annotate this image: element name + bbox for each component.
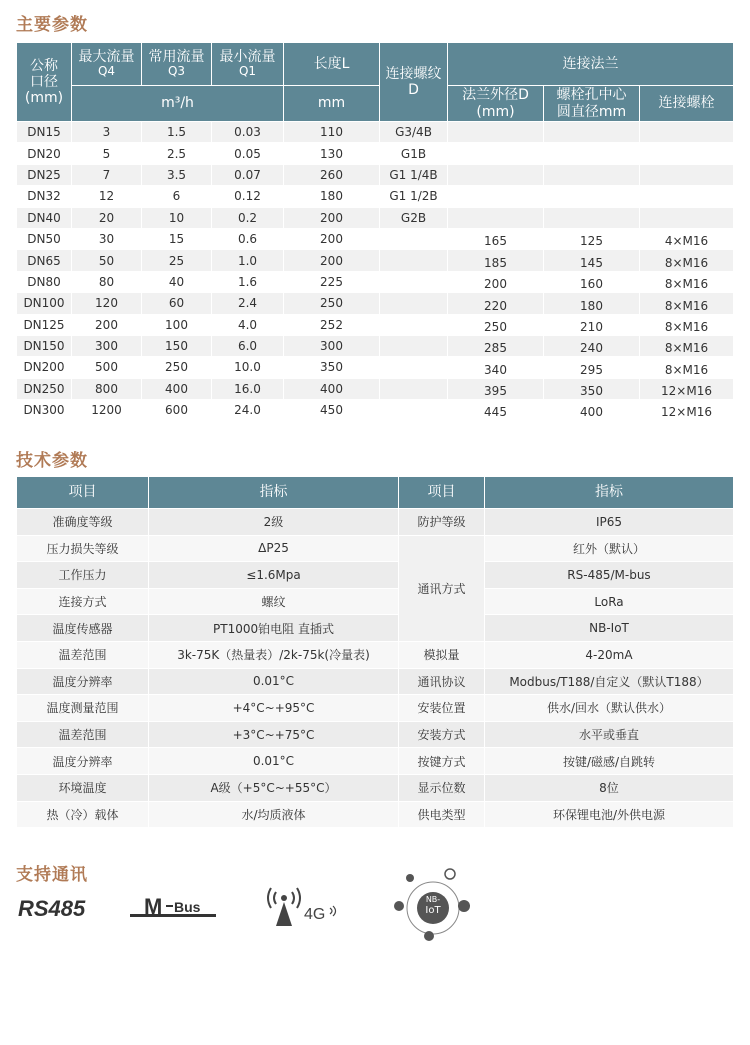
main-params-table — [16, 42, 734, 421]
header-qmax: 最大流量 Q4 — [72, 43, 142, 86]
table-row — [17, 250, 734, 271]
table-cell — [544, 164, 640, 185]
table-cell: 225 — [284, 271, 380, 292]
table-cell: 2.4 — [212, 293, 284, 314]
table-row — [17, 535, 734, 562]
table-cell: 16.0 — [212, 378, 284, 399]
table-cell: 3 — [72, 122, 142, 143]
table-cell: 0.01°C — [149, 748, 399, 775]
table-cell: 8×M16 — [640, 293, 734, 314]
table-cell: 2级 — [149, 509, 399, 536]
header-item-left: 项目 — [17, 477, 149, 509]
table-row — [17, 186, 734, 207]
table-cell: 连接方式 — [17, 588, 149, 615]
table-cell: 200 — [284, 250, 380, 271]
table-cell: 145 — [544, 250, 640, 271]
table-cell: ≤1.6Mpa — [149, 562, 399, 589]
table-cell: 15 — [142, 228, 212, 249]
table-cell: 250 — [142, 357, 212, 378]
table-cell: 200 — [448, 271, 544, 292]
table-cell: 400 — [284, 378, 380, 399]
tech-params-title: 技术参数 — [16, 451, 88, 471]
table-cell: 400 — [544, 400, 640, 421]
table-cell: DN250 — [17, 378, 72, 399]
table-cell: 250 — [448, 314, 544, 335]
table-row — [17, 695, 734, 722]
table-cell — [640, 122, 734, 143]
table-cell: DN100 — [17, 293, 72, 314]
table-cell: 800 — [72, 378, 142, 399]
table-cell: DN150 — [17, 335, 72, 356]
table-cell: 1.6 — [212, 271, 284, 292]
table-cell: 12 — [72, 186, 142, 207]
main-params-title: 主要参数 — [16, 15, 88, 35]
table-cell: 供电类型 — [399, 801, 485, 828]
table-cell: 0.07 — [212, 164, 284, 185]
table-cell: 温差范围 — [17, 721, 149, 748]
table-cell: DN32 — [17, 186, 72, 207]
table-row — [17, 801, 734, 828]
table-cell — [380, 293, 448, 314]
table-row — [17, 122, 734, 143]
svg-text:M: M — [144, 894, 163, 919]
header-length-unit: mm — [284, 86, 380, 122]
table-cell — [380, 335, 448, 356]
table-cell: 160 — [544, 271, 640, 292]
table-cell: 温度分辨率 — [17, 668, 149, 695]
table-cell: 螺纹 — [149, 588, 399, 615]
table-cell — [448, 143, 544, 164]
table-cell: 350 — [284, 357, 380, 378]
header-flange-od: 法兰外径D (mm) — [448, 86, 544, 122]
table-cell: 0.6 — [212, 228, 284, 249]
table-cell: 按键/磁感/自跳转 — [485, 748, 734, 775]
table-row — [17, 774, 734, 801]
table-cell: 通讯协议 — [399, 668, 485, 695]
table-row — [17, 668, 734, 695]
4g-logo: 4G — [262, 884, 342, 928]
table-cell: 450 — [284, 400, 380, 421]
table-cell: RS-485/M-bus — [485, 562, 734, 589]
table-cell: 7 — [72, 164, 142, 185]
table-cell: Modbus/T188/自定义（默认T188） — [485, 668, 734, 695]
table-cell: 6.0 — [212, 335, 284, 356]
header-bolts: 连接螺栓 — [640, 86, 734, 122]
table-cell: 8位 — [485, 774, 734, 801]
table-row — [17, 314, 734, 335]
comm-method-label: 通讯方式 — [399, 535, 485, 641]
table-cell: PT1000铂电阻 直插式 — [149, 615, 399, 642]
table-cell: LoRa — [485, 588, 734, 615]
table-cell: DN125 — [17, 314, 72, 335]
header-spec-left: 指标 — [149, 477, 399, 509]
table-cell: 10 — [142, 207, 212, 228]
header-item-right: 项目 — [399, 477, 485, 509]
table-cell — [448, 122, 544, 143]
comm-title: 支持通讯 — [16, 865, 88, 885]
table-cell — [380, 378, 448, 399]
table-cell — [448, 164, 544, 185]
table-cell: 20 — [72, 207, 142, 228]
svg-text:Bus: Bus — [174, 899, 201, 915]
table-cell: 4.0 — [212, 314, 284, 335]
table-cell: 340 — [448, 357, 544, 378]
table-cell: 模拟量 — [399, 641, 485, 668]
table-cell: 165 — [448, 228, 544, 249]
table-cell: 400 — [142, 378, 212, 399]
tech-params-table — [16, 476, 734, 828]
table-cell: 150 — [142, 335, 212, 356]
table-cell: 1.5 — [142, 122, 212, 143]
table-cell: DN65 — [17, 250, 72, 271]
table-cell: 10.0 — [212, 357, 284, 378]
table-cell: 285 — [448, 335, 544, 356]
header-qmin: 最小流量 Q1 — [212, 43, 284, 86]
table-cell: 0.03 — [212, 122, 284, 143]
table-cell: 温度测量范围 — [17, 695, 149, 722]
table-cell: DN300 — [17, 400, 72, 421]
header-qcommon: 常用流量 Q3 — [142, 43, 212, 86]
table-cell: 100 — [142, 314, 212, 335]
table-cell: 4-20mA — [485, 641, 734, 668]
table-cell: 200 — [284, 228, 380, 249]
table-cell: DN15 — [17, 122, 72, 143]
table-row — [17, 228, 734, 249]
table-cell: 压力损失等级 — [17, 535, 149, 562]
table-cell — [544, 207, 640, 228]
table-cell: 6 — [142, 186, 212, 207]
table-cell: DN40 — [17, 207, 72, 228]
header-flange: 连接法兰 — [448, 43, 734, 86]
table-cell: 红外（默认） — [485, 535, 734, 562]
table-row — [17, 509, 734, 536]
table-cell: 环境温度 — [17, 774, 149, 801]
table-cell: 0.2 — [212, 207, 284, 228]
table-cell: 295 — [544, 357, 640, 378]
table-row — [17, 615, 734, 642]
table-row — [17, 143, 734, 164]
table-cell: 3k-75K（热量表）/2k-75k(冷量表) — [149, 641, 399, 668]
nbiot-logo: NB- IoT — [390, 866, 476, 944]
table-cell: 8×M16 — [640, 335, 734, 356]
table-cell: 准确度等级 — [17, 509, 149, 536]
table-cell: 252 — [284, 314, 380, 335]
table-cell: NB-IoT — [485, 615, 734, 642]
table-cell: 220 — [448, 293, 544, 314]
table-cell — [380, 314, 448, 335]
table-cell: 8×M16 — [640, 271, 734, 292]
table-cell: DN50 — [17, 228, 72, 249]
table-cell: A级（+5°C~+55°C） — [149, 774, 399, 801]
header-spec-right: 指标 — [485, 477, 734, 509]
table-cell: 110 — [284, 122, 380, 143]
table-cell: 250 — [284, 293, 380, 314]
table-row — [17, 562, 734, 589]
table-cell: 安装位置 — [399, 695, 485, 722]
table-row — [17, 357, 734, 378]
table-cell: 500 — [72, 357, 142, 378]
table-cell — [380, 228, 448, 249]
mbus-logo — [130, 894, 216, 922]
table-row — [17, 641, 734, 668]
table-cell — [640, 207, 734, 228]
table-cell: +3°C~+75°C — [149, 721, 399, 748]
table-row — [17, 164, 734, 185]
table-cell: 水平或垂直 — [485, 721, 734, 748]
table-cell: 环保锂电池/外供电源 — [485, 801, 734, 828]
table-cell: 4×M16 — [640, 228, 734, 249]
table-cell: 445 — [448, 400, 544, 421]
table-cell — [380, 357, 448, 378]
table-cell: 8×M16 — [640, 314, 734, 335]
table-cell: 130 — [284, 143, 380, 164]
header-thread: 连接螺纹 D — [380, 43, 448, 122]
table-cell: 防护等级 — [399, 509, 485, 536]
table-cell: 安装方式 — [399, 721, 485, 748]
table-cell: DN20 — [17, 143, 72, 164]
table-cell: 温度分辨率 — [17, 748, 149, 775]
table-cell: 30 — [72, 228, 142, 249]
table-row — [17, 588, 734, 615]
table-cell: 240 — [544, 335, 640, 356]
table-cell: DN80 — [17, 271, 72, 292]
table-cell: 185 — [448, 250, 544, 271]
table-cell: 60 — [142, 293, 212, 314]
table-cell: 供水/回水（默认供水） — [485, 695, 734, 722]
table-cell: 显示位数 — [399, 774, 485, 801]
table-cell: 50 — [72, 250, 142, 271]
table-cell: G3/4B — [380, 122, 448, 143]
table-row — [17, 748, 734, 775]
table-cell: 40 — [142, 271, 212, 292]
table-cell: 工作压力 — [17, 562, 149, 589]
table-cell: 2.5 — [142, 143, 212, 164]
table-cell: 温差范围 — [17, 641, 149, 668]
table-row — [17, 207, 734, 228]
table-cell: 24.0 — [212, 400, 284, 421]
table-cell: G1B — [380, 143, 448, 164]
table-cell: 1200 — [72, 400, 142, 421]
header-bolt-circle: 螺栓孔中心 圆直径mm — [544, 86, 640, 122]
table-cell: G1 1/2B — [380, 186, 448, 207]
table-cell: DN25 — [17, 164, 72, 185]
table-row — [17, 721, 734, 748]
table-cell: ΔP25 — [149, 535, 399, 562]
table-cell: 按键方式 — [399, 748, 485, 775]
header-nominal: 公称 口径 (mm) — [17, 43, 72, 122]
table-cell: 12×M16 — [640, 400, 734, 421]
table-cell — [544, 143, 640, 164]
table-cell: 260 — [284, 164, 380, 185]
table-cell: 8×M16 — [640, 357, 734, 378]
table-cell — [544, 186, 640, 207]
table-cell: 0.05 — [212, 143, 284, 164]
antenna-icon — [262, 884, 342, 928]
rs485-logo: RS485 — [18, 896, 86, 921]
table-cell: 水/均质液体 — [149, 801, 399, 828]
table-cell: G2B — [380, 207, 448, 228]
table-row — [17, 293, 734, 314]
table-cell: 温度传感器 — [17, 615, 149, 642]
table-cell: 180 — [544, 293, 640, 314]
header-flow-unit: m³/h — [72, 86, 284, 122]
table-cell: 25 — [142, 250, 212, 271]
table-cell: 1.0 — [212, 250, 284, 271]
table-cell: 200 — [284, 207, 380, 228]
table-cell — [544, 122, 640, 143]
table-cell: 300 — [284, 335, 380, 356]
table-cell: 0.01°C — [149, 668, 399, 695]
table-cell: 200 — [72, 314, 142, 335]
table-cell: 5 — [72, 143, 142, 164]
table-cell: 395 — [448, 378, 544, 399]
table-cell — [380, 250, 448, 271]
table-cell: 120 — [72, 293, 142, 314]
table-row — [17, 400, 734, 421]
table-cell: 210 — [544, 314, 640, 335]
table-cell: 12×M16 — [640, 378, 734, 399]
table-cell — [380, 271, 448, 292]
table-cell: 180 — [284, 186, 380, 207]
table-row — [17, 335, 734, 356]
table-cell: 600 — [142, 400, 212, 421]
table-cell — [448, 186, 544, 207]
table-cell: 热（冷）载体 — [17, 801, 149, 828]
table-cell: 125 — [544, 228, 640, 249]
table-cell: G1 1/4B — [380, 164, 448, 185]
header-length: 长度L — [284, 43, 380, 86]
table-cell: IP65 — [485, 509, 734, 536]
table-cell — [640, 164, 734, 185]
table-cell: 0.12 — [212, 186, 284, 207]
table-cell: 80 — [72, 271, 142, 292]
table-cell: 8×M16 — [640, 250, 734, 271]
table-cell: 300 — [72, 335, 142, 356]
table-cell: DN200 — [17, 357, 72, 378]
table-cell: 3.5 — [142, 164, 212, 185]
table-cell — [448, 207, 544, 228]
table-cell: 350 — [544, 378, 640, 399]
table-row — [17, 378, 734, 399]
table-cell — [380, 400, 448, 421]
table-cell — [640, 186, 734, 207]
table-cell: +4°C~+95°C — [149, 695, 399, 722]
table-row — [17, 271, 734, 292]
table-cell — [640, 143, 734, 164]
